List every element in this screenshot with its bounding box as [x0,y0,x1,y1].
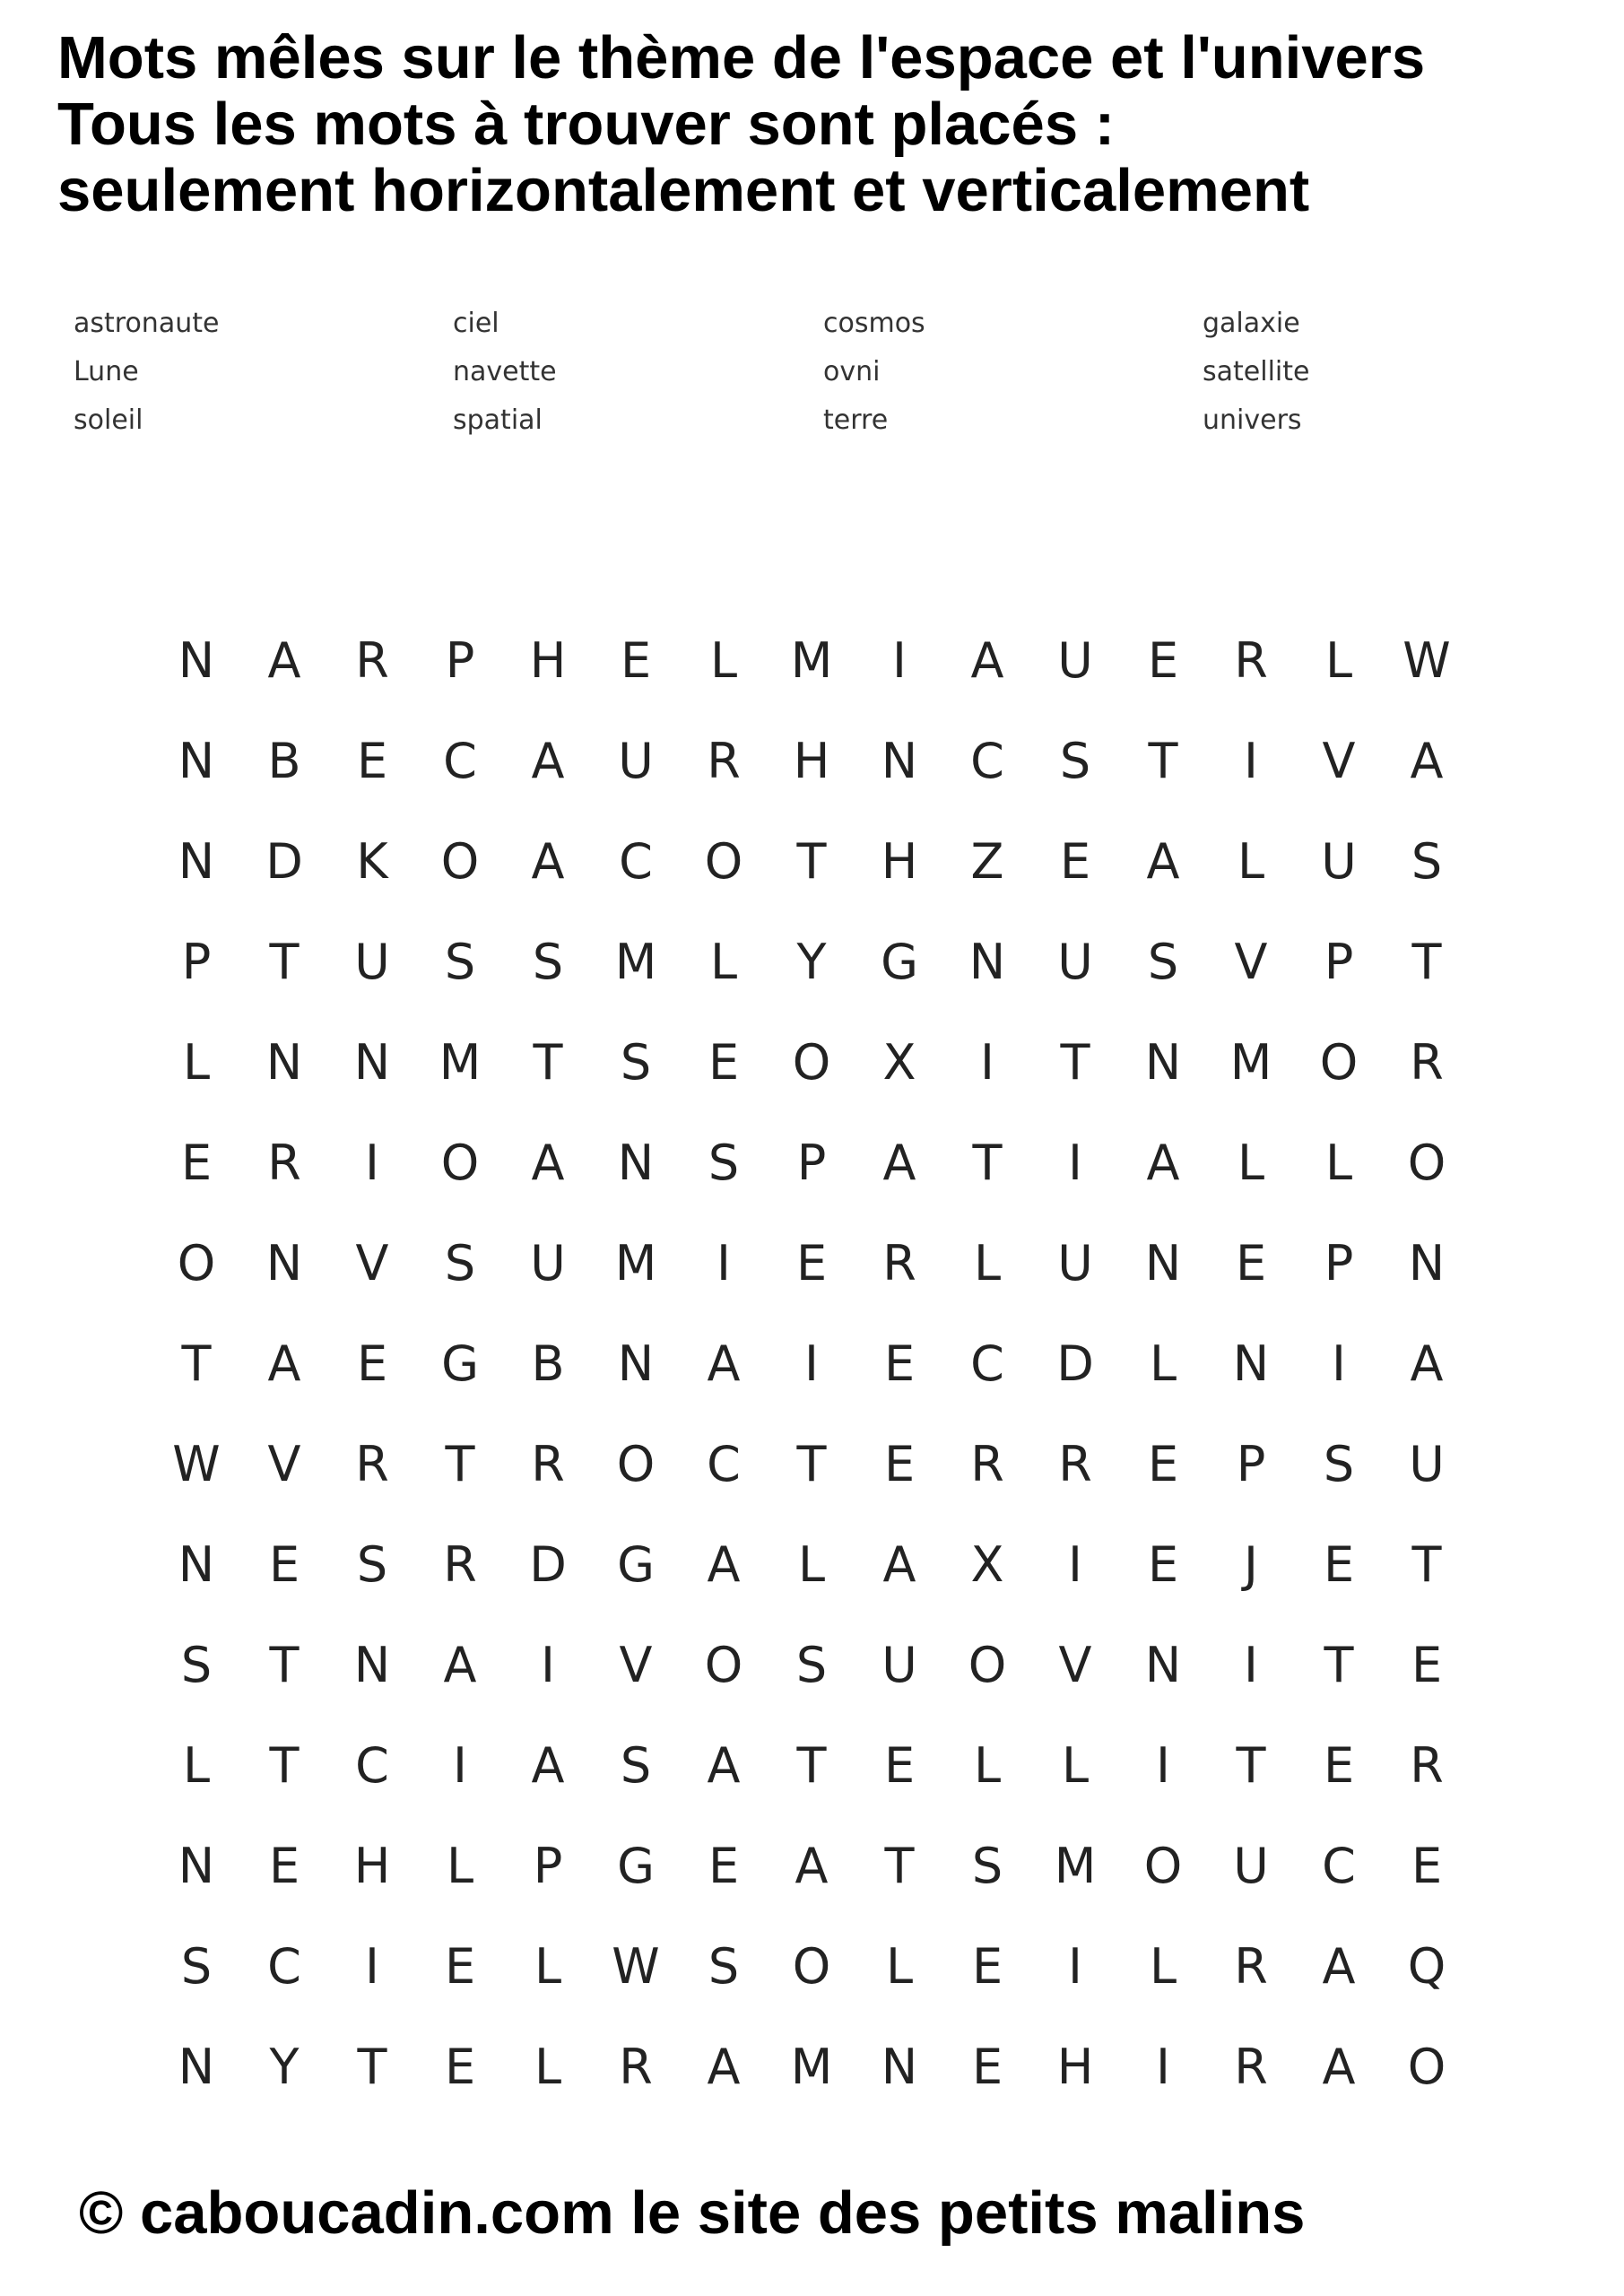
grid-letter[interactable]: P [445,631,475,689]
grid-letter[interactable]: I [980,1033,994,1091]
grid-letter[interactable]: Q [1407,1937,1446,1995]
grid-letter[interactable]: R [267,1134,301,1191]
grid-letter[interactable]: R [1234,2038,1268,2095]
grid-letter[interactable]: S [1411,832,1443,890]
grid-letter[interactable]: R [1058,1435,1092,1492]
grid-letter[interactable]: N [178,832,215,890]
grid-letter[interactable]: U [1409,1435,1445,1492]
grid-letter[interactable]: N [178,732,215,789]
grid-letter[interactable]: G [441,1335,479,1392]
grid-letter[interactable]: L [446,1837,474,1894]
grid-letter[interactable]: R [355,631,389,689]
grid-letter[interactable]: E [356,732,388,789]
grid-letter[interactable]: U [1233,1837,1269,1894]
grid-letter[interactable]: R [1234,1937,1268,1995]
grid-letter[interactable]: N [968,933,1006,990]
grid-letter[interactable]: N [881,2038,918,2095]
grid-letter[interactable]: N [881,732,918,789]
grid-letter[interactable]: M [1229,1033,1272,1091]
grid-letter[interactable]: E [883,1435,916,1492]
grid-letter[interactable]: N [617,1335,655,1392]
grid-letter[interactable]: D [1056,1335,1094,1392]
grid-letter[interactable]: N [265,1234,303,1292]
grid-letter[interactable]: D [265,832,303,890]
grid-letter[interactable]: J [1244,1535,1258,1593]
grid-letter[interactable]: L [1149,1335,1177,1392]
grid-letter[interactable]: E [883,1736,916,1794]
grid-letter[interactable]: P [181,933,212,990]
grid-letter[interactable]: T [269,1736,300,1794]
grid-letter[interactable]: M [439,1033,482,1091]
grid-letter[interactable]: A [882,1134,916,1191]
grid-letter[interactable]: O [616,1435,656,1492]
word-list-item: spatial [453,404,543,436]
grid-letter[interactable]: W [612,1937,660,1995]
word-list-item: soleil [74,404,143,436]
grid-letter[interactable]: M [790,2038,833,2095]
grid-letter[interactable]: E [795,1234,828,1292]
grid-letter[interactable]: T [357,2038,387,2095]
word-list-item: astronaute [74,308,220,339]
grid-letter[interactable]: H [881,832,918,890]
grid-letter[interactable]: E [1411,1837,1443,1894]
grid-letter[interactable]: O [1407,1134,1446,1191]
grid-letter[interactable]: V [1322,732,1356,789]
grid-letter[interactable]: A [707,1335,741,1392]
grid-letter[interactable]: I [716,1234,731,1292]
grid-letter[interactable]: Y [796,933,827,990]
grid-letter[interactable]: T [1236,1736,1266,1794]
grid-letter[interactable]: L [709,631,738,689]
word-list-item: terre [823,404,889,436]
grid-letter[interactable]: H [793,732,830,789]
grid-letter[interactable]: S [444,1234,476,1292]
grid-letter[interactable]: S [795,1636,828,1693]
grid-letter[interactable]: T [181,1335,212,1392]
grid-letter[interactable]: I [453,1736,467,1794]
word-list-item: cosmos [823,308,925,339]
grid-letter[interactable]: L [1061,1736,1090,1794]
grid-letter[interactable]: I [804,1335,819,1392]
grid-letter[interactable]: R [619,2038,653,2095]
grid-letter[interactable]: Z [970,832,1004,890]
grid-letter[interactable]: G [617,1535,655,1593]
grid-letter[interactable]: L [973,1234,1002,1292]
grid-letter[interactable]: A [882,1535,916,1593]
word-list-item: univers [1203,404,1302,436]
grid-letter[interactable]: S [180,1636,213,1693]
grid-letter[interactable]: O [704,832,743,890]
grid-letter[interactable]: I [541,1636,555,1693]
grid-letter[interactable]: S [708,1134,740,1191]
grid-letter[interactable]: B [267,732,301,789]
grid-letter[interactable]: A [531,1736,565,1794]
grid-letter[interactable]: I [892,631,907,689]
grid-letter[interactable]: E [1147,631,1179,689]
grid-letter[interactable]: H [1056,2038,1094,2095]
word-list-item: ciel [453,308,499,339]
grid-letter[interactable]: A [531,732,565,789]
grid-letter[interactable]: L [182,1033,211,1091]
grid-letter[interactable]: S [620,1736,652,1794]
grid-letter[interactable]: V [1234,933,1268,990]
grid-letter[interactable]: T [1324,1636,1354,1693]
grid-letter[interactable]: R [1234,631,1268,689]
grid-letter[interactable]: V [355,1234,389,1292]
grid-letter[interactable]: N [178,2038,215,2095]
grid-letter[interactable]: R [882,1234,916,1292]
grid-letter[interactable]: T [533,1033,563,1091]
grid-letter[interactable]: U [1057,933,1093,990]
grid-letter[interactable]: O [440,1134,480,1191]
grid-letter[interactable]: A [267,631,301,689]
grid-letter[interactable]: S [708,1937,740,1995]
letter-grid [152,610,1471,2117]
grid-letter[interactable]: E [708,1033,740,1091]
grid-letter[interactable]: T [884,1837,915,1894]
grid-letter[interactable]: A [1322,1937,1356,1995]
grid-letter[interactable]: P [1324,933,1354,990]
grid-letter[interactable]: E [1323,1736,1355,1794]
title-line-1: Mots mêles sur le thème de l'espace et l'univers [57,24,1426,91]
grid-letter[interactable]: Y [269,2038,300,2095]
grid-letter[interactable]: E [971,2038,1003,2095]
grid-letter[interactable]: T [1411,1535,1442,1593]
word-list [74,300,1419,445]
grid-letter[interactable]: U [1057,1234,1093,1292]
grid-letter[interactable]: I [1156,1736,1170,1794]
grid-letter[interactable]: W [1403,631,1451,689]
grid-letter[interactable]: E [620,631,652,689]
grid-letter[interactable]: I [1068,1134,1082,1191]
grid-letter[interactable]: M [1054,1837,1097,1894]
grid-letter[interactable]: T [796,1435,827,1492]
grid-letter[interactable]: I [1332,1335,1346,1392]
grid-letter[interactable]: O [792,1033,831,1091]
grid-letter[interactable]: R [443,1535,477,1593]
grid-letter[interactable]: A [707,1736,741,1794]
grid-letter[interactable]: M [614,933,657,990]
grid-letter[interactable]: L [973,1736,1002,1794]
grid-letter[interactable]: R [707,732,741,789]
grid-letter[interactable]: L [797,1535,826,1593]
grid-letter[interactable]: N [1144,1033,1182,1091]
grid-letter[interactable]: O [1407,2038,1446,2095]
grid-letter[interactable]: U [530,1234,566,1292]
grid-letter[interactable]: R [970,1435,1004,1492]
grid-letter[interactable]: I [1068,1535,1082,1593]
grid-letter[interactable]: M [614,1234,657,1292]
grid-letter[interactable]: N [353,1033,391,1091]
grid-letter[interactable]: N [1144,1636,1182,1693]
grid-letter[interactable]: O [704,1636,743,1693]
grid-letter[interactable]: W [172,1435,221,1492]
grid-letter[interactable]: N [353,1636,391,1693]
grid-letter[interactable]: E [180,1134,213,1191]
grid-letter[interactable]: E [1235,1234,1267,1292]
grid-letter[interactable]: A [970,631,1004,689]
grid-letter[interactable]: L [534,2038,562,2095]
grid-letter[interactable]: U [1321,832,1357,890]
grid-letter[interactable]: E [1147,1435,1179,1492]
grid-letter[interactable]: E [971,1937,1003,1995]
grid-letter[interactable]: A [1146,1134,1180,1191]
page-title [57,25,1600,224]
grid-letter[interactable]: S [1147,933,1179,990]
grid-letter[interactable]: E [1411,1636,1443,1693]
grid-letter[interactable]: L [709,933,738,990]
grid-letter[interactable]: S [444,933,476,990]
grid-letter[interactable]: O [1143,1837,1183,1894]
grid-letter[interactable]: A [1410,732,1444,789]
grid-letter[interactable]: I [1244,1636,1258,1693]
grid-letter[interactable]: O [177,1234,216,1292]
grid-letter[interactable]: I [1068,1937,1082,1995]
grid-letter[interactable]: N [1144,1234,1182,1292]
grid-letter[interactable]: R [1410,1033,1444,1091]
grid-letter[interactable]: D [529,1535,567,1593]
grid-letter[interactable]: E [883,1335,916,1392]
grid-letter[interactable]: R [1410,1736,1444,1794]
grid-letter[interactable]: C [1322,1837,1356,1894]
footer-copyright: © caboucadin.com le site des petits malins [79,2179,1306,2247]
grid-letter[interactable]: P [796,1134,827,1191]
grid-letter[interactable]: U [354,933,390,990]
grid-letter[interactable]: P [533,1837,563,1894]
grid-letter[interactable]: A [707,2038,741,2095]
grid-letter[interactable]: T [269,1636,300,1693]
grid-letter[interactable]: S [180,1937,213,1995]
grid-letter[interactable]: N [178,1535,215,1593]
grid-letter[interactable]: C [970,732,1004,789]
grid-letter[interactable]: X [882,1033,916,1091]
grid-letter[interactable]: C [619,832,653,890]
grid-letter[interactable]: P [1236,1435,1266,1492]
grid-letter[interactable]: A [1146,832,1180,890]
grid-letter[interactable]: V [267,1435,301,1492]
grid-letter[interactable]: A [707,1535,741,1593]
grid-letter[interactable]: E [444,1937,476,1995]
word-list-item: satellite [1203,356,1310,387]
grid-letter[interactable]: E [1059,832,1091,890]
grid-letter[interactable]: E [444,2038,476,2095]
grid-letter[interactable]: A [267,1335,301,1392]
grid-letter[interactable]: H [353,1837,391,1894]
grid-letter[interactable]: C [707,1435,741,1492]
grid-letter[interactable]: C [355,1736,389,1794]
grid-letter[interactable]: T [1148,732,1178,789]
grid-letter[interactable]: I [1244,732,1258,789]
grid-letter[interactable]: T [445,1435,475,1492]
grid-letter[interactable]: L [182,1736,211,1794]
grid-letter[interactable]: A [1410,1335,1444,1392]
grid-letter[interactable]: O [968,1636,1007,1693]
grid-letter[interactable]: U [618,732,654,789]
grid-letter[interactable]: S [356,1535,388,1593]
grid-letter[interactable]: K [356,832,388,890]
grid-letter[interactable]: N [265,1033,303,1091]
grid-letter[interactable]: G [881,933,918,990]
grid-letter[interactable]: A [443,1636,477,1693]
grid-letter[interactable]: S [1059,732,1091,789]
grid-letter[interactable]: S [1323,1435,1355,1492]
title-line-3: seulement horizontalement et verticalement [57,157,1310,224]
grid-letter[interactable]: O [1319,1033,1359,1091]
grid-letter[interactable]: T [972,1134,1003,1191]
grid-letter[interactable]: A [1322,2038,1356,2095]
word-list-item: galaxie [1203,308,1300,339]
grid-letter[interactable]: I [1156,2038,1170,2095]
grid-letter[interactable]: C [267,1937,301,1995]
grid-letter[interactable]: N [1232,1335,1270,1392]
grid-letter[interactable]: L [1149,1937,1177,1995]
grid-letter[interactable]: O [792,1937,831,1995]
grid-letter[interactable]: A [795,1837,829,1894]
grid-letter[interactable]: H [529,631,567,689]
title-line-2: Tous les mots à trouver sont placés : [57,91,1116,158]
grid-letter[interactable]: S [971,1837,1003,1894]
grid-letter[interactable]: U [881,1636,917,1693]
grid-letter[interactable]: T [1411,933,1442,990]
grid-letter[interactable]: N [617,1134,655,1191]
grid-letter[interactable]: C [443,732,477,789]
grid-letter[interactable]: S [532,933,564,990]
grid-letter[interactable]: A [531,1134,565,1191]
grid-letter[interactable]: A [531,832,565,890]
grid-letter[interactable]: C [970,1335,1004,1392]
grid-letter[interactable]: E [1147,1535,1179,1593]
grid-letter[interactable]: E [268,1837,300,1894]
grid-letter[interactable]: V [1058,1636,1092,1693]
grid-letter[interactable]: L [1237,832,1265,890]
grid-letter[interactable]: R [355,1435,389,1492]
grid-letter[interactable]: V [619,1636,653,1693]
grid-letter[interactable]: L [1237,1134,1265,1191]
grid-letter[interactable]: I [365,1134,379,1191]
grid-letter[interactable]: L [1324,1134,1353,1191]
grid-letter[interactable]: N [1408,1234,1446,1292]
grid-letter[interactable]: B [531,1335,565,1392]
grid-letter[interactable]: E [268,1535,300,1593]
grid-letter[interactable]: P [1324,1234,1354,1292]
grid-letter[interactable]: E [708,1837,740,1894]
grid-letter[interactable]: T [269,933,300,990]
grid-letter[interactable]: L [1324,631,1353,689]
grid-letter[interactable]: I [365,1937,379,1995]
grid-letter[interactable]: L [885,1937,914,1995]
grid-letter[interactable]: O [440,832,480,890]
grid-letter[interactable]: R [531,1435,565,1492]
word-list-item: navette [453,356,557,387]
grid-letter[interactable]: U [1057,631,1093,689]
grid-letter[interactable]: M [790,631,833,689]
grid-letter[interactable]: N [178,1837,215,1894]
word-list-item: Lune [74,356,139,387]
grid-letter[interactable]: N [178,631,215,689]
grid-letter[interactable]: L [534,1937,562,1995]
grid-letter[interactable]: E [356,1335,388,1392]
grid-letter[interactable]: T [796,1736,827,1794]
grid-letter[interactable]: G [617,1837,655,1894]
word-list-item: ovni [823,356,881,387]
grid-letter[interactable]: T [1060,1033,1090,1091]
grid-letter[interactable]: E [1323,1535,1355,1593]
grid-letter[interactable]: T [796,832,827,890]
grid-letter[interactable]: S [620,1033,652,1091]
grid-letter[interactable]: X [970,1535,1004,1593]
